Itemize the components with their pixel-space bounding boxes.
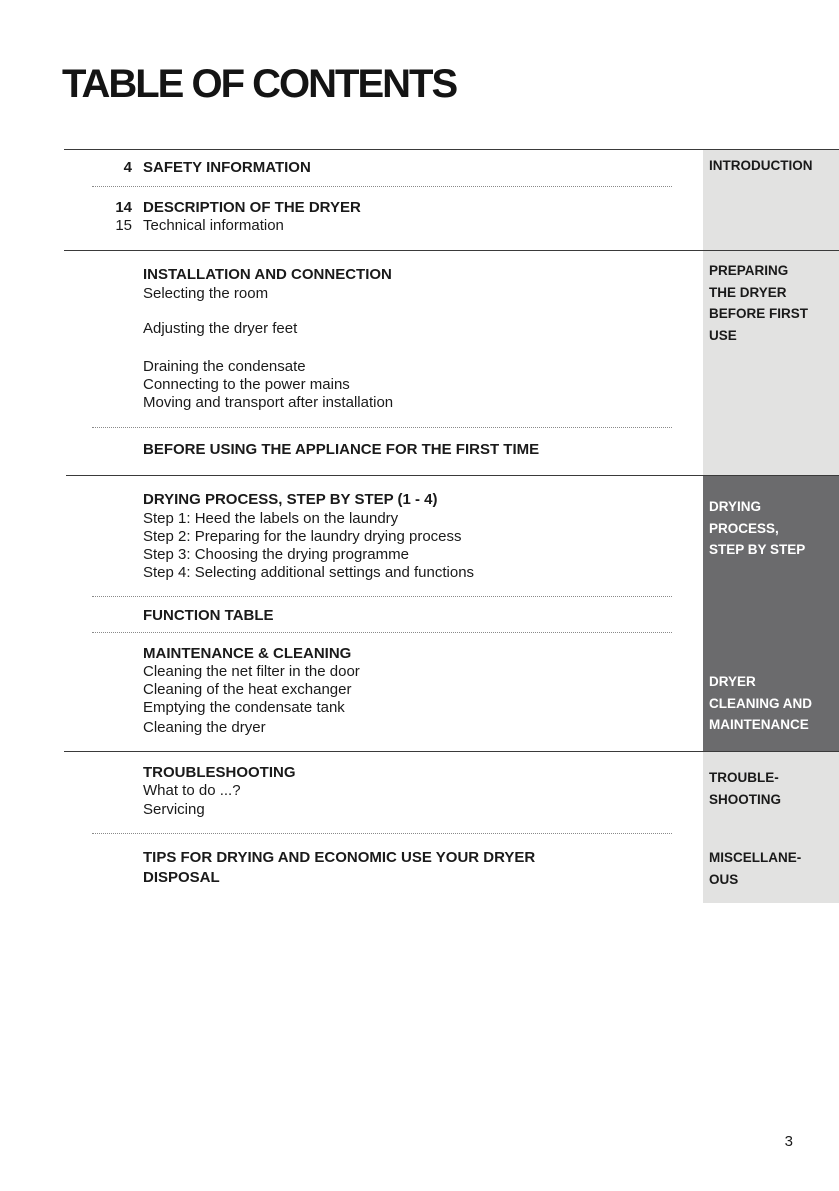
sidebar-label-drying[interactable]: DRYING PROCESS, STEP BY STEP — [709, 499, 806, 557]
dotted-separator — [92, 427, 672, 428]
toc-entry[interactable]: Step 1: Heed the labels on the laundry — [143, 510, 399, 527]
toc-entry[interactable]: Step 2: Preparing for the laundry drying process — [143, 528, 462, 545]
toc-entry-technical-information[interactable]: Technical information — [143, 217, 284, 234]
section-divider — [64, 250, 839, 251]
toc-entry[interactable]: Adjusting the dryer feet — [143, 320, 298, 337]
dotted-separator — [92, 596, 672, 597]
toc-heading-drying-process[interactable]: DRYING PROCESS, STEP BY STEP (1 - 4) — [143, 491, 438, 508]
sidebar-label-cleaning[interactable]: DRYER CLEANING AND MAINTENANCE — [709, 674, 812, 732]
sidebar-label-introduction[interactable]: INTRODUCTION — [709, 158, 813, 173]
dotted-separator — [92, 186, 672, 187]
toc-heading-maintenance[interactable]: MAINTENANCE & CLEANING — [143, 645, 352, 662]
section-divider — [66, 475, 839, 476]
toc-heading-disposal[interactable]: DISPOSAL — [143, 869, 220, 886]
toc-entry[interactable]: Draining the condensate — [143, 358, 306, 375]
toc-entry-safety-information[interactable]: SAFETY INFORMATION — [143, 159, 311, 176]
toc-entry[interactable]: Step 3: Choosing the drying programme — [143, 546, 409, 563]
toc-entry[interactable]: Moving and transport after installation — [143, 394, 394, 411]
toc-entry[interactable]: Connecting to the power mains — [143, 376, 350, 393]
toc-entry[interactable]: Selecting the room — [143, 285, 269, 302]
toc-entry[interactable]: What to do ...? — [143, 782, 241, 799]
toc-entry[interactable]: Cleaning of the heat exchanger — [143, 681, 352, 698]
toc-page-number: 15 — [115, 217, 132, 234]
dotted-separator — [92, 632, 672, 633]
section-divider — [64, 149, 839, 150]
toc-entry-description[interactable]: DESCRIPTION OF THE DRYER — [143, 199, 361, 216]
toc-heading-function-table[interactable]: FUNCTION TABLE — [143, 607, 274, 624]
toc-heading-installation[interactable]: INSTALLATION AND CONNECTION — [143, 266, 392, 283]
sidebar-label-preparing[interactable]: PREPARING THE DRYER BEFORE FIRST USE — [709, 263, 809, 343]
toc-entry[interactable]: Cleaning the net filter in the door — [143, 663, 360, 680]
page-number: 3 — [784, 1133, 793, 1150]
toc-page-number: 14 — [115, 199, 132, 216]
toc-entry[interactable]: Step 4: Selecting additional settings and functions — [143, 564, 475, 581]
toc-heading-troubleshooting[interactable]: TROUBLESHOOTING — [143, 764, 296, 781]
toc-heading-before-first-use[interactable]: BEFORE USING THE APPLIANCE FOR THE FIRST TIME — [143, 441, 540, 458]
toc-entry[interactable]: Emptying the condensate tank — [143, 699, 345, 716]
sidebar-label-misc[interactable]: MISCELLANE- OUS — [709, 850, 802, 887]
toc-heading-tips[interactable]: TIPS FOR DRYING AND ECONOMIC USE YOUR DRYER — [143, 849, 536, 866]
toc-entry[interactable]: Cleaning the dryer — [143, 719, 266, 736]
toc-entry[interactable]: Servicing — [143, 801, 205, 818]
dotted-separator — [92, 833, 672, 834]
toc-page-number: 4 — [123, 159, 132, 176]
page-title: TABLE OF CONTENTS — [62, 62, 457, 106]
sidebar-label-troubleshooting[interactable]: TROUBLE- SHOOTING — [709, 770, 782, 807]
section-divider — [64, 751, 839, 752]
